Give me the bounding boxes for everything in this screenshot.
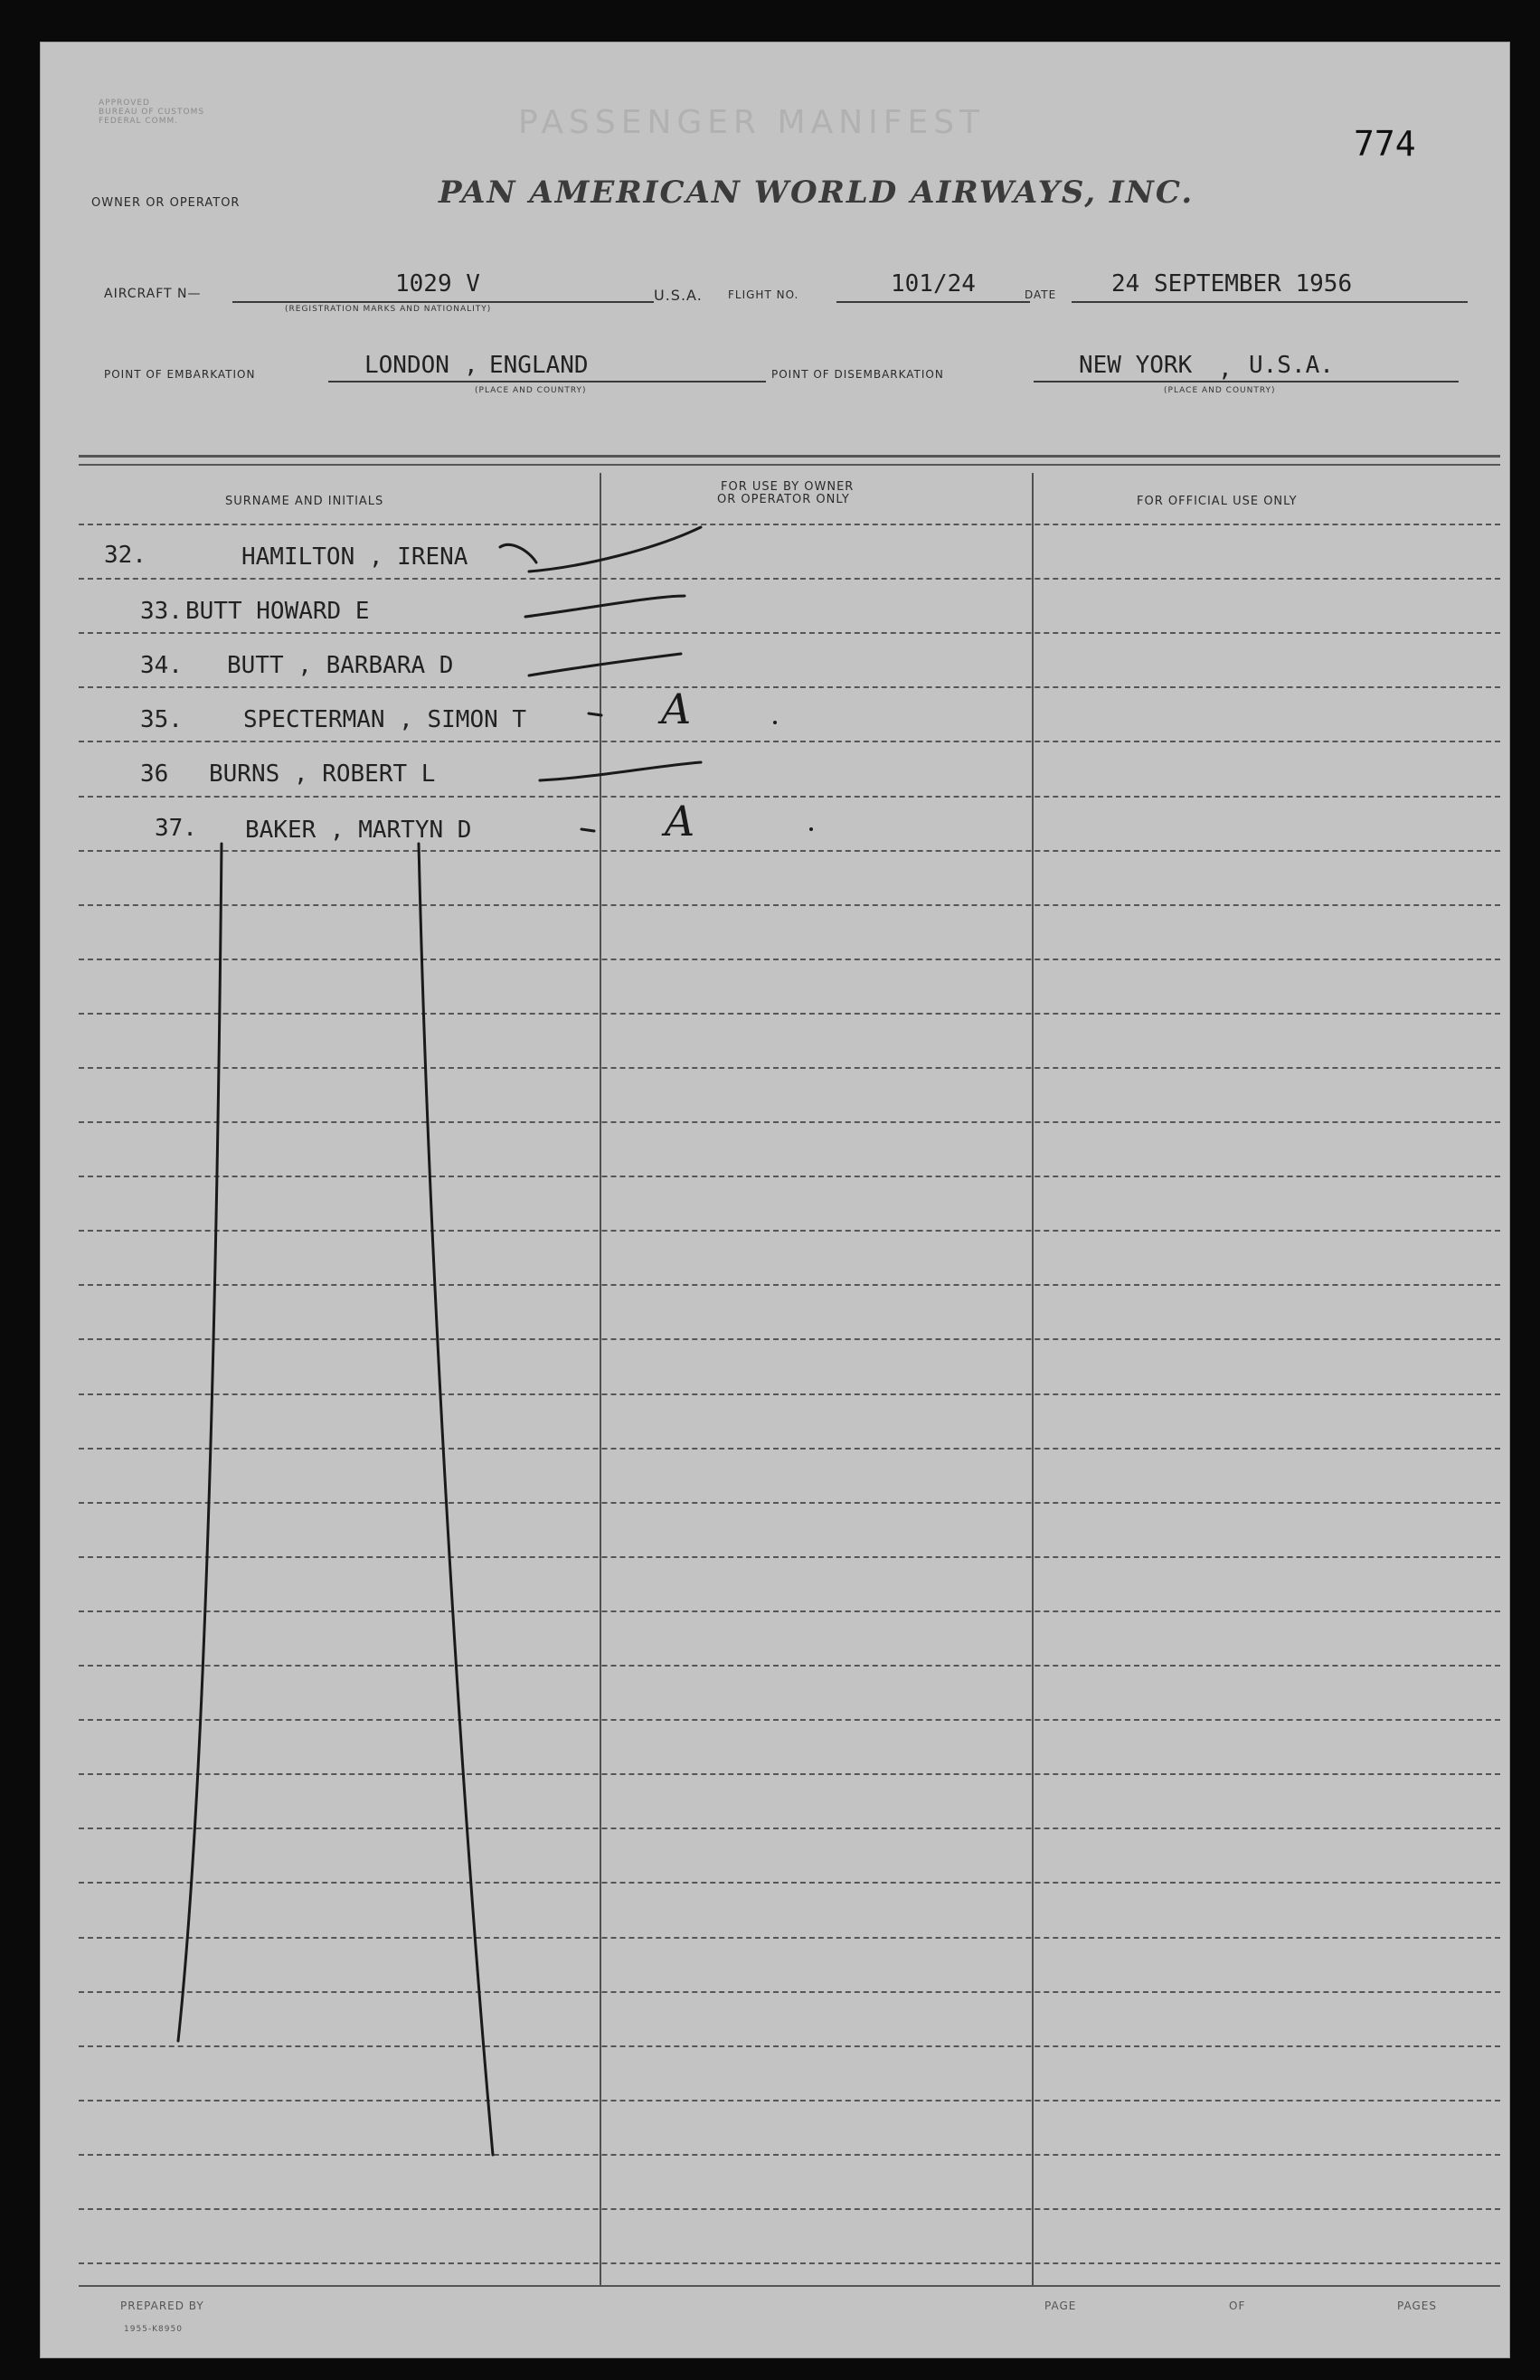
- disembark-country: U.S.A.: [1249, 352, 1334, 379]
- table-rule: [79, 1665, 1500, 1667]
- embark-city: LONDON: [364, 352, 449, 379]
- prepared-by-label: PREPARED BY: [120, 2300, 204, 2312]
- col-official-header: FOR OFFICIAL USE ONLY: [1137, 495, 1298, 508]
- passenger-number: 33.: [140, 598, 183, 625]
- passenger-name: BURNS , ROBERT L: [209, 760, 436, 788]
- passenger-name: BUTT HOWARD E: [185, 598, 370, 625]
- table-rule: [79, 686, 1500, 688]
- table-rule: [79, 2208, 1500, 2210]
- table-rule: [79, 578, 1500, 580]
- table-rule: [79, 1013, 1500, 1015]
- table-rule: [79, 632, 1500, 634]
- form-title: PASSENGER MANIFEST: [518, 104, 986, 141]
- page-number: 774: [1354, 124, 1416, 164]
- table-rule: [79, 959, 1500, 960]
- embark-country: ENGLAND: [489, 352, 589, 379]
- passenger-mark: A: [661, 685, 692, 733]
- table-rule: [79, 1828, 1500, 1829]
- disembark-caption: (PLACE AND COUNTRY): [1164, 386, 1276, 395]
- table-rule: [79, 1284, 1500, 1286]
- col-operator-header-1: FOR USE BY OWNER: [721, 480, 855, 494]
- table-rule: [79, 1338, 1500, 1340]
- form-code: 1955-K8950: [124, 2325, 183, 2334]
- table-rule: [79, 524, 1500, 525]
- table-rule: [79, 1556, 1500, 1558]
- passenger-number: 32.: [104, 542, 146, 569]
- registration-caption: (REGISTRATION MARKS AND NATIONALITY): [285, 305, 492, 314]
- owner-label: OWNER OR OPERATOR: [91, 196, 241, 210]
- manifest-sheet: APPROVED BUREAU OF CUSTOMS FEDERAL COMM. PASSENGER MANIFEST 774 OWNER OR OPERATOR PAN AMERICAN WORLD AIRWAYS, INC. AIRCRAFT N— 1029 V (REGISTRATION MARKS AND NATIONALITY) U.S.A. FLIGHT NO. 101/24 DATE 24 SEPTEMBER 1956 POINT OF EMBARKATION LONDON , ENGLAND (PLACE AND COUNTRY) POINT OF DISEMBARKATION NEW YORK , U.S.A. (PLACE AND COUNTRY) SURNAME AND INITIALS FOR USE BY OWNER OR OPERATOR ONLY FOR OFFICIAL USE ONLY 32. HAMILTON , IRENA 33. BUTT HOWARD E 34. BUTT , BARBARA D 35. SPECTERMAN , SIMON T A 36 BURNS , ROBERT L 37. BAKER , MARTYN D A PREPARED BY 1955-K8950 PAGE OF PAGES: [40, 42, 1510, 2358]
- table-rule: [79, 1121, 1500, 1123]
- table-rule: [79, 1882, 1500, 1884]
- table-rule: [79, 1448, 1500, 1450]
- passenger-number: 36: [140, 760, 169, 788]
- handwritten-strokes: [41, 42, 1509, 2357]
- table-rule: [79, 1937, 1500, 1939]
- aircraft-value: 1029 V: [395, 270, 480, 298]
- passenger-mark: A: [665, 797, 695, 845]
- disembark-city: NEW YORK: [1079, 352, 1193, 379]
- table-rule: [79, 1502, 1500, 1504]
- col-surname-header: SURNAME AND INITIALS: [225, 495, 384, 508]
- table-rule: [79, 1773, 1500, 1775]
- passenger-name: BUTT , BARBARA D: [227, 652, 454, 679]
- table-rule: [79, 904, 1500, 906]
- table-rule: [79, 796, 1500, 798]
- flight-label: FLIGHT NO.: [728, 288, 799, 301]
- table-rule: [79, 2100, 1500, 2101]
- table-rule: [79, 1393, 1500, 1395]
- approval-stamp: APPROVED BUREAU OF CUSTOMS FEDERAL COMM.: [99, 99, 205, 126]
- embark-caption: (PLACE AND COUNTRY): [475, 386, 587, 395]
- table-rule: [79, 1176, 1500, 1177]
- table-rule: [79, 1067, 1500, 1069]
- column-divider-1: [600, 473, 601, 2285]
- owner-value: PAN AMERICAN WORLD AIRWAYS, INC.: [439, 175, 1195, 211]
- passenger-number: 35.: [140, 706, 183, 733]
- date-label: DATE: [1025, 288, 1057, 301]
- col-operator-header-2: OR OPERATOR ONLY: [717, 493, 850, 506]
- table-rule: [79, 741, 1500, 742]
- column-divider-2: [1032, 473, 1034, 2285]
- aircraft-label: AIRCRAFT N—: [104, 287, 202, 301]
- embark-label: POINT OF EMBARKATION: [104, 368, 256, 381]
- of-label: OF: [1229, 2300, 1246, 2312]
- table-rule: [79, 1230, 1500, 1232]
- page-label: PAGE: [1044, 2300, 1077, 2312]
- table-rule: [79, 2262, 1500, 2264]
- table-rule: [79, 1719, 1500, 1721]
- table-rule: [79, 1610, 1500, 1612]
- pages-label: PAGES: [1397, 2300, 1437, 2312]
- table-rule: [79, 850, 1500, 852]
- date-value: 24 SEPTEMBER 1956: [1111, 270, 1353, 298]
- disembark-label: POINT OF DISEMBARKATION: [771, 368, 944, 381]
- table-rule: [79, 2154, 1500, 2156]
- passenger-name: HAMILTON , IRENA: [241, 543, 468, 571]
- country-label: U.S.A.: [654, 287, 703, 304]
- table-rule: [79, 1991, 1500, 1993]
- passenger-number: 34.: [140, 652, 183, 679]
- passenger-name: SPECTERMAN , SIMON T: [243, 706, 527, 733]
- flight-value: 101/24: [891, 270, 976, 298]
- passenger-number: 37.: [155, 815, 197, 842]
- passenger-name: BAKER , MARTYN D: [245, 817, 472, 844]
- table-rule: [79, 2045, 1500, 2047]
